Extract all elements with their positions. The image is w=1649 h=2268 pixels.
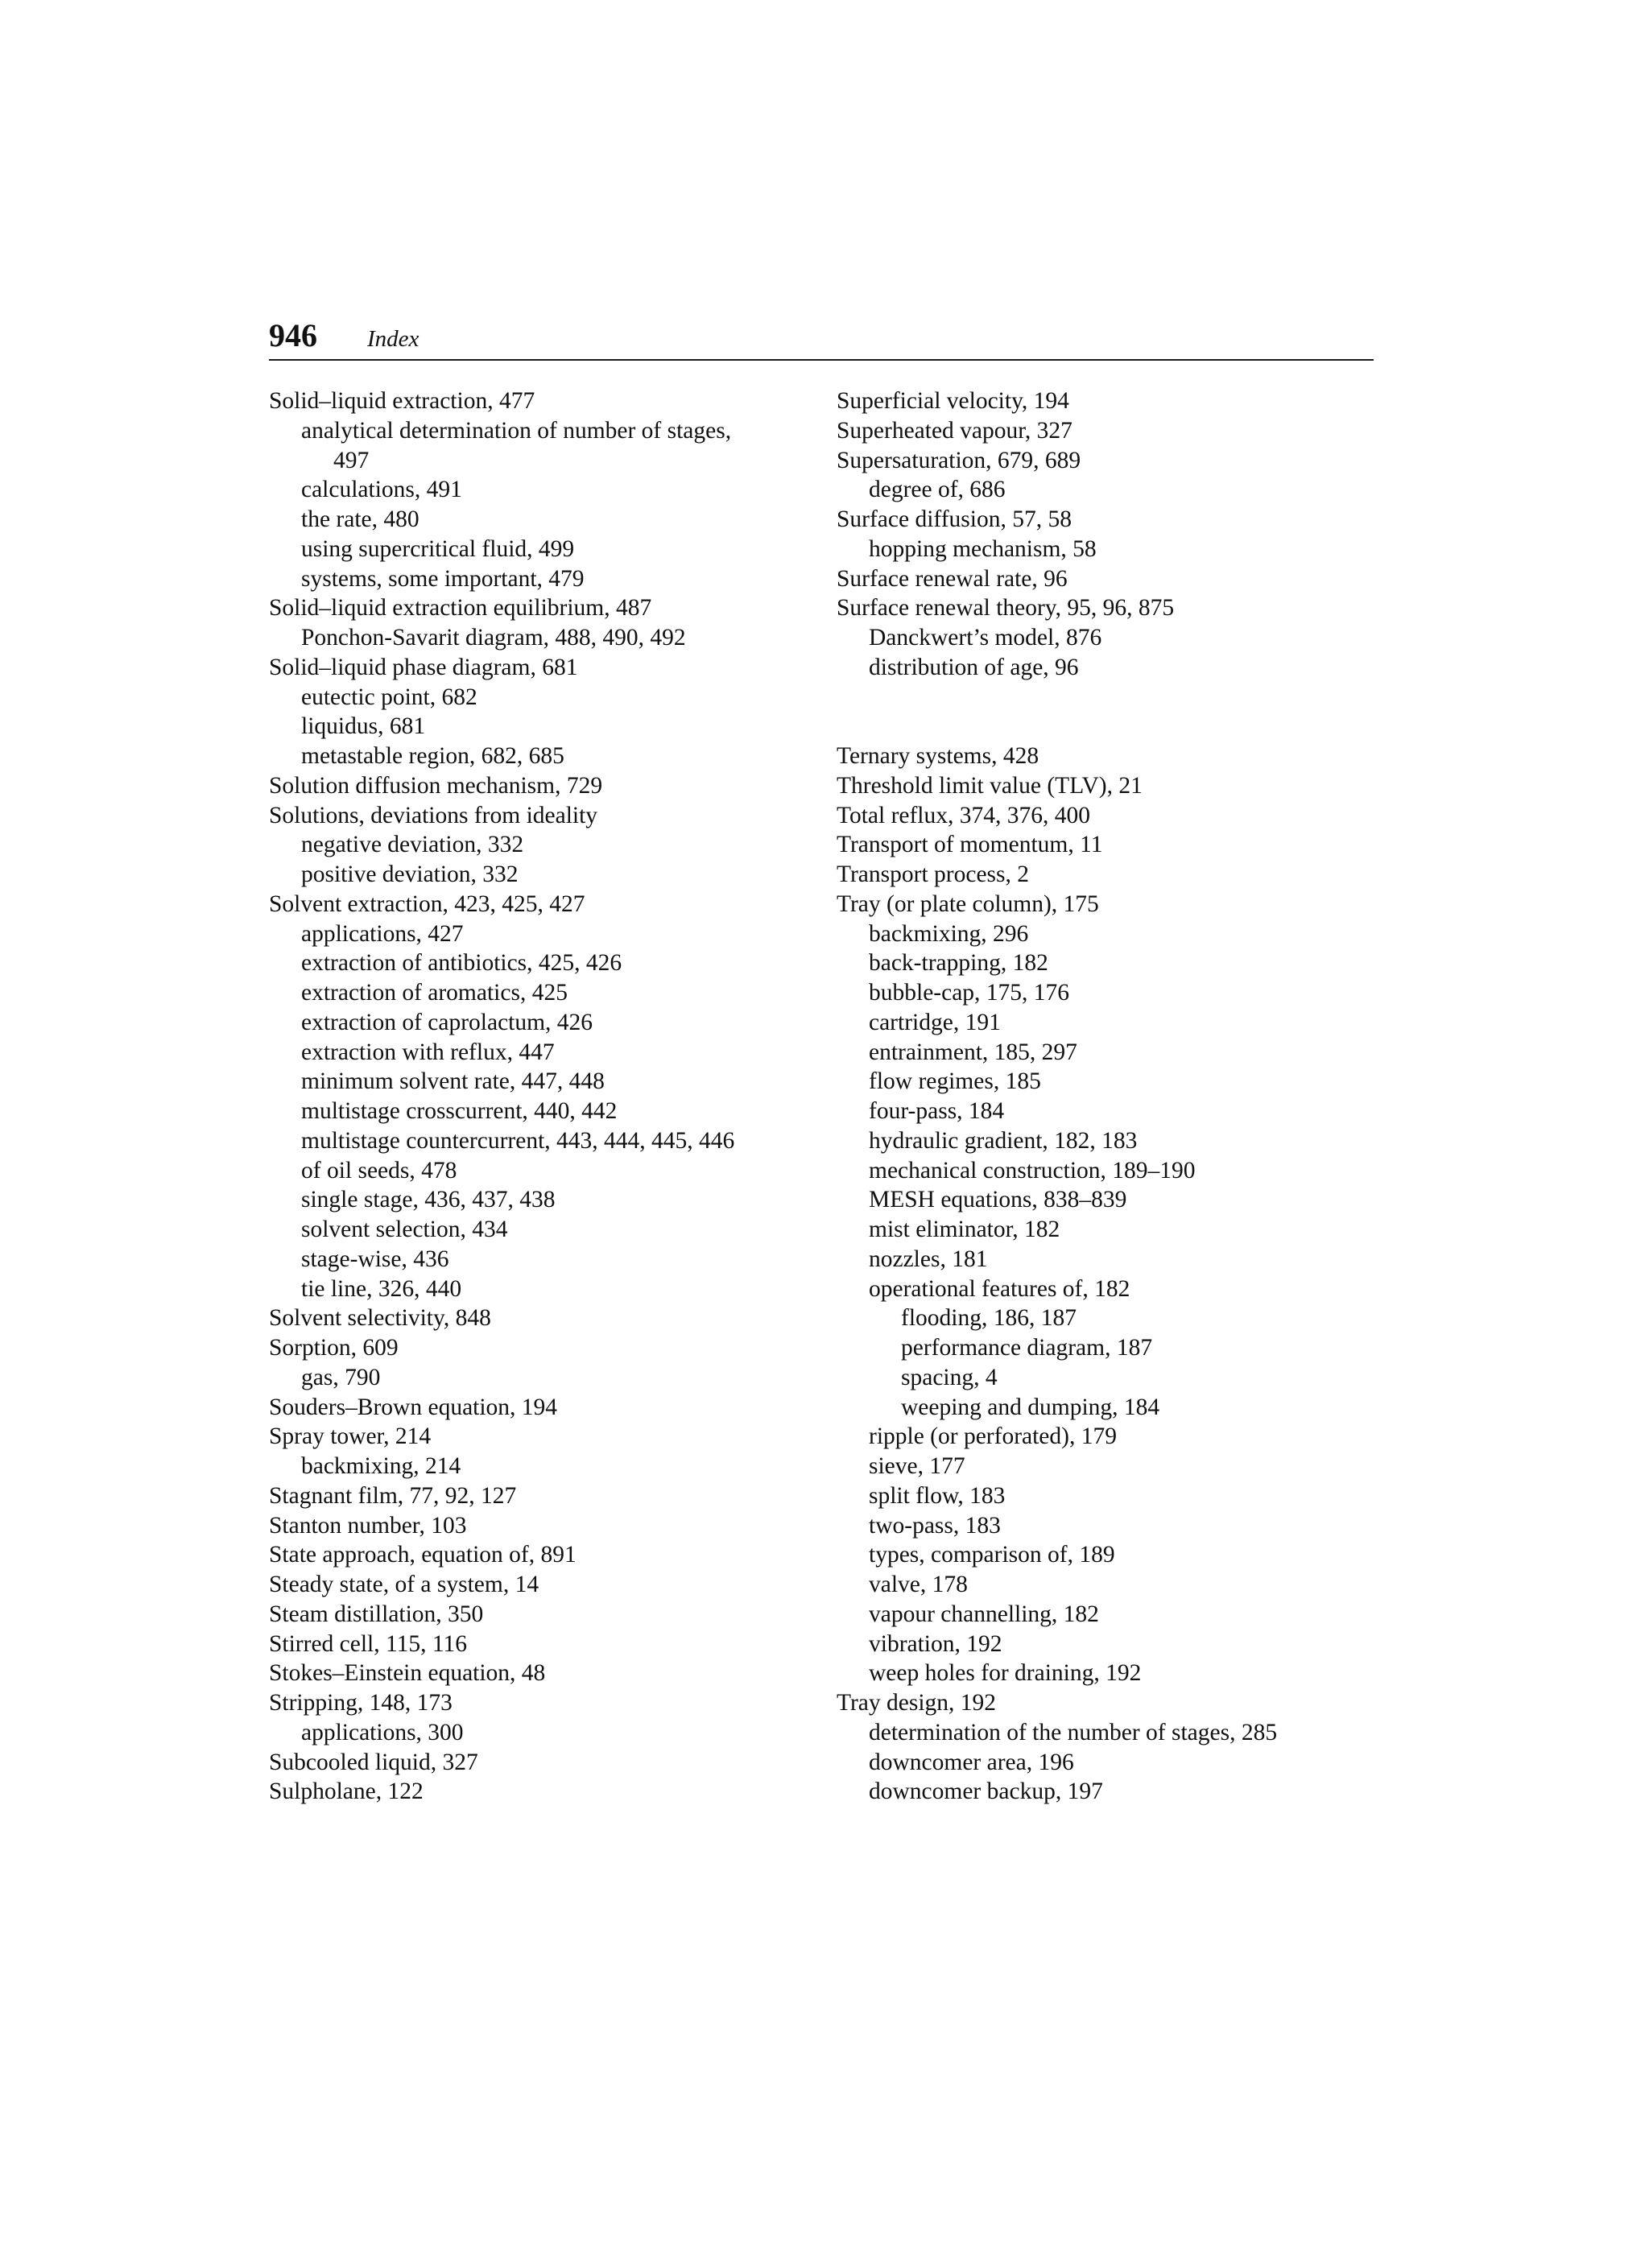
index-subentry: downcomer backup, 197 bbox=[869, 1778, 1103, 1805]
index-entry: Sorption, 609 bbox=[269, 1335, 399, 1361]
index-subentry: backmixing, 214 bbox=[301, 1453, 461, 1479]
index-subentry: vapour channelling, 182 bbox=[869, 1601, 1099, 1627]
index-subentry: flooding, 186, 187 bbox=[901, 1305, 1077, 1332]
index-subentry: nozzles, 181 bbox=[869, 1246, 988, 1272]
index-subentry: bubble-cap, 175, 176 bbox=[869, 980, 1070, 1006]
index-entry: Solutions, deviations from ideality bbox=[269, 802, 598, 828]
index-entry: Surface renewal theory, 95, 96, 875 bbox=[837, 595, 1175, 622]
index-subentry: solvent selection, 434 bbox=[301, 1217, 508, 1242]
index-subentry: extraction of caprolactum, 426 bbox=[301, 1009, 593, 1035]
index-subentry: analytical determination of number of stages, bbox=[301, 417, 732, 444]
index-subentry: eutectic point, 682 bbox=[301, 684, 477, 710]
index-subentry: multistage crosscurrent, 440, 442 bbox=[301, 1098, 618, 1124]
index-subentry: types, comparison of, 189 bbox=[869, 1542, 1115, 1568]
index-column-left bbox=[269, 386, 833, 1807]
index-subentry: cartridge, 191 bbox=[869, 1009, 1001, 1035]
index-subentry: MESH equations, 838–839 bbox=[869, 1187, 1127, 1213]
index-entry: Subcooled liquid, 327 bbox=[269, 1749, 478, 1775]
index-entry: State approach, equation of, 891 bbox=[269, 1542, 577, 1568]
section-gap bbox=[837, 712, 1400, 742]
page-header bbox=[269, 316, 1374, 361]
index-entry: Transport process, 2 bbox=[837, 861, 1029, 887]
index-entry: Transport of momentum, 11 bbox=[837, 832, 1103, 858]
index-entry: Ternary systems, 428 bbox=[837, 743, 1039, 769]
index-entry: Tray (or plate column), 175 bbox=[837, 890, 1099, 917]
index-subentry: extraction with reflux, 447 bbox=[301, 1039, 555, 1065]
index-subentry: tie line, 326, 440 bbox=[301, 1275, 462, 1302]
index-subentry: calculations, 491 bbox=[301, 477, 462, 503]
running-head: Index bbox=[367, 326, 419, 352]
index-subentry: valve, 178 bbox=[869, 1572, 968, 1597]
index-subentry: entrainment, 185, 297 bbox=[869, 1039, 1077, 1065]
index-entry: Solution diffusion mechanism, 729 bbox=[269, 772, 603, 799]
index-entry: Solvent selectivity, 848 bbox=[269, 1305, 491, 1332]
index-entry: Surface diffusion, 57, 58 bbox=[837, 506, 1072, 532]
index-subentry: determination of the number of stages, 285 bbox=[869, 1719, 1278, 1745]
section-gap bbox=[837, 683, 1400, 713]
index-subentry: systems, some important, 479 bbox=[301, 565, 585, 592]
index-entry: Threshold limit value (TLV), 21 bbox=[837, 772, 1143, 799]
index-subentry: extraction of aromatics, 425 bbox=[301, 980, 568, 1006]
index-subentry: applications, 427 bbox=[301, 920, 464, 947]
index-entry: Solid–liquid extraction, 477 bbox=[269, 388, 535, 414]
index-subentry: multistage countercurrent, 443, 444, 445, 446 bbox=[301, 1127, 735, 1154]
index-entry: Sulpholane, 122 bbox=[269, 1778, 424, 1805]
index-subentry: downcomer area, 196 bbox=[869, 1749, 1074, 1775]
index-subentry: single stage, 436, 437, 438 bbox=[301, 1187, 556, 1213]
index-subentry: Ponchon-Savarit diagram, 488, 490, 492 bbox=[301, 625, 686, 651]
index-subentry: operational features of, 182 bbox=[869, 1275, 1130, 1302]
index-entry: Solid–liquid extraction equilibrium, 487 bbox=[269, 595, 652, 622]
index-subentry: sieve, 177 bbox=[869, 1453, 965, 1479]
index-subentry: gas, 790 bbox=[301, 1364, 381, 1390]
index-subentry: the rate, 480 bbox=[301, 506, 419, 532]
index-subentry: split flow, 183 bbox=[869, 1482, 1006, 1509]
index-entry: Solvent extraction, 423, 425, 427 bbox=[269, 890, 585, 917]
index-subentry: Danckwert’s model, 876 bbox=[869, 625, 1102, 651]
index-subentry: performance diagram, 187 bbox=[901, 1335, 1153, 1361]
index-subentry: distribution of age, 96 bbox=[869, 654, 1079, 680]
index-subentry: metastable region, 682, 685 bbox=[301, 743, 564, 769]
index-entry: Superficial velocity, 194 bbox=[837, 388, 1069, 414]
index-entry: Surface renewal rate, 96 bbox=[837, 565, 1068, 592]
index-subentry: flow regimes, 185 bbox=[869, 1068, 1041, 1095]
index-subentry: spacing, 4 bbox=[901, 1364, 998, 1390]
index-entry: Souders–Brown equation, 194 bbox=[269, 1394, 558, 1420]
index-subentry: minimum solvent rate, 447, 448 bbox=[301, 1068, 605, 1095]
index-subentry: liquidus, 681 bbox=[301, 713, 426, 740]
index-entry: Steady state, of a system, 14 bbox=[269, 1572, 539, 1597]
index-subentry: backmixing, 296 bbox=[869, 920, 1029, 947]
index-subentry: four-pass, 184 bbox=[869, 1098, 1005, 1124]
index-entry: Tray design, 192 bbox=[837, 1690, 997, 1716]
index-subentry: weeping and dumping, 184 bbox=[901, 1394, 1160, 1420]
index-subentry: using supercritical fluid, 499 bbox=[301, 535, 575, 562]
index-subentry: hopping mechanism, 58 bbox=[869, 535, 1097, 562]
index-subentry: negative deviation, 332 bbox=[301, 832, 524, 858]
index-entry: Stripping, 148, 173 bbox=[269, 1690, 453, 1716]
index-entry: Spray tower, 214 bbox=[269, 1423, 432, 1450]
index-subentry: mist eliminator, 182 bbox=[869, 1217, 1060, 1242]
index-subentry: weep holes for draining, 192 bbox=[869, 1660, 1142, 1687]
index-subentry: mechanical construction, 189–190 bbox=[869, 1157, 1196, 1184]
index-column-right bbox=[837, 386, 1400, 1807]
index-subentry: positive deviation, 332 bbox=[301, 861, 519, 887]
index-subentry: stage-wise, 436 bbox=[301, 1246, 449, 1272]
index-entry: Superheated vapour, 327 bbox=[837, 417, 1072, 444]
index-entry: Stanton number, 103 bbox=[269, 1512, 467, 1539]
index-subentry: 497 bbox=[333, 447, 370, 473]
index-subentry: degree of, 686 bbox=[869, 477, 1006, 503]
index-entry: Stokes–Einstein equation, 48 bbox=[269, 1660, 546, 1687]
index-entry: Stirred cell, 115, 116 bbox=[269, 1630, 468, 1657]
index-entry: Total reflux, 374, 376, 400 bbox=[837, 802, 1091, 828]
index-subentry: of oil seeds, 478 bbox=[301, 1157, 457, 1184]
index-entry: Supersaturation, 679, 689 bbox=[837, 447, 1081, 473]
index-subentry: vibration, 192 bbox=[869, 1630, 1002, 1657]
page-number: 946 bbox=[269, 317, 317, 353]
index-subentry: extraction of antibiotics, 425, 426 bbox=[301, 950, 622, 977]
index-entry: Solid–liquid phase diagram, 681 bbox=[269, 654, 578, 680]
index-subentry: two-pass, 183 bbox=[869, 1512, 1001, 1539]
index-entry: Stagnant film, 77, 92, 127 bbox=[269, 1482, 517, 1509]
index-entry: Steam distillation, 350 bbox=[269, 1601, 484, 1627]
index-subentry: applications, 300 bbox=[301, 1719, 464, 1745]
index-subentry: back-trapping, 182 bbox=[869, 950, 1048, 977]
index-subentry: ripple (or perforated), 179 bbox=[869, 1423, 1117, 1450]
index-subentry: hydraulic gradient, 182, 183 bbox=[869, 1127, 1138, 1154]
